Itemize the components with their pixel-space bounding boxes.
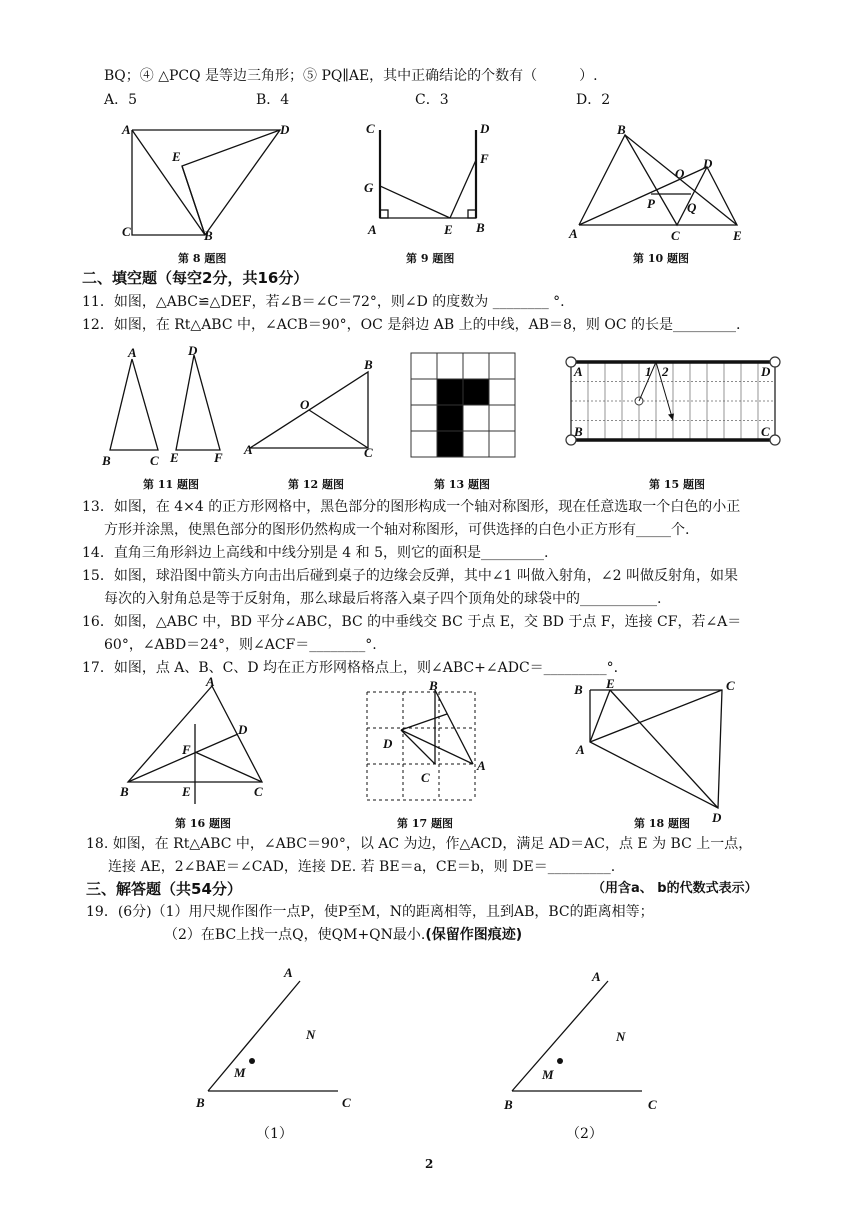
svg-text:E: E — [733, 228, 742, 243]
caption-fig10: 第 10 题图 — [633, 252, 689, 265]
svg-text:B: B — [504, 1097, 513, 1112]
angle-label-2: 2 — [662, 364, 669, 379]
svg-text:F: F — [480, 151, 489, 166]
svg-text:E: E — [444, 222, 453, 237]
svg-text:B: B — [617, 122, 626, 137]
q19-text-line2: （2）在BC上找一点Q，使QM+QN最小.(保留作图痕迹) — [164, 927, 523, 943]
grid-cell-white — [463, 431, 489, 457]
section-2-heading: 二、填空题（每空2分，共16分） — [82, 269, 309, 287]
svg-text:P: P — [647, 196, 655, 211]
q19-sub-label-2: （2） — [566, 1126, 603, 1142]
figure-15 — [563, 354, 785, 454]
svg-text:A: A — [477, 758, 486, 773]
section-3-heading: 三、解答题（共54分） — [86, 880, 242, 898]
svg-text:B: B — [476, 220, 485, 235]
grid-cell-white — [463, 405, 489, 431]
caption-fig9: 第 9 题图 — [406, 252, 455, 265]
caption-fig16: 第 16 题图 — [175, 817, 231, 830]
svg-text:F: F — [214, 450, 223, 465]
grid-cell-white — [437, 353, 463, 379]
q19-figure-1 — [190, 965, 370, 1115]
grid-cell-white — [463, 353, 489, 379]
q15-text-line1: 15．如图，球沿图中箭头方向击出后碰到桌子的边缘会反弹，其中∠1 叫做入射角，∠2 叫做反射角，如果 — [82, 568, 738, 584]
svg-text:D: D — [480, 121, 490, 136]
figure-8 — [110, 118, 310, 243]
q10-option-a: A．5 — [104, 92, 138, 108]
svg-text:B: B — [574, 682, 583, 697]
caption-fig11: 第 11 题图 — [143, 478, 199, 491]
q16-text-line2: 60°，∠ABD＝24°，则∠ACF＝________°. — [104, 637, 377, 653]
svg-text:A: A — [284, 965, 293, 980]
svg-text:C: C — [150, 453, 159, 468]
q14-text: 14．直角三角形斜边上高线和中线分别是 4 和 5，则它的面积是_________. — [82, 545, 549, 561]
svg-text:D: D — [188, 343, 198, 358]
svg-text:C: C — [366, 121, 375, 136]
svg-text:B: B — [196, 1095, 205, 1110]
svg-text:E: E — [170, 450, 179, 465]
q19-sub-label-1: （1） — [256, 1126, 293, 1142]
svg-text:D: D — [703, 156, 713, 171]
svg-text:B: B — [364, 357, 373, 372]
grid-cell-black — [437, 431, 463, 457]
grid-cell-white — [411, 431, 437, 457]
figure-16 — [118, 676, 278, 811]
grid-cell-white — [489, 353, 515, 379]
figure-17 — [365, 678, 505, 808]
svg-text:A: A — [122, 122, 131, 137]
svg-text:O: O — [300, 397, 310, 412]
corner-pocket — [770, 435, 780, 445]
q18-text-line2: 连接 AE，2∠BAE＝∠CAD，连接 DE. 若 BE＝a，CE＝b，则 DE＝_________. — [108, 859, 616, 875]
svg-text:A: A — [244, 442, 253, 457]
svg-text:C: C — [421, 770, 430, 785]
q15-text-line2: 每次的入射角总是等于反射角，那么球最后将落入桌子四个顶角处的球袋中的___________. — [104, 591, 662, 607]
q13-text-line2: 方形并涂黑，使黑色部分的图形仍然构成一个轴对称图形，可供选择的白色小正方形有_____个. — [104, 522, 690, 538]
q18-text-line1: 18. 如图，在 Rt△ABC 中，∠ABC＝90°，以 AC 为边，作△ACD，满足 AD＝AC，点 E 为 BC 上一点， — [86, 836, 753, 852]
q19-figure-2 — [498, 965, 678, 1115]
grid-cell-white — [411, 379, 437, 405]
svg-text:Q: Q — [687, 200, 697, 215]
figure-12 — [240, 355, 390, 465]
corner-pocket — [770, 357, 780, 367]
svg-text:M: M — [234, 1065, 246, 1080]
svg-text:B: B — [429, 678, 438, 693]
q13-text-line1: 13．如图，在 4×4 的正方形网格中，黑色部分的图形构成一个轴对称图形，现在任意选取一个白色的小正 — [82, 499, 741, 515]
corner-label-a: A — [574, 364, 583, 379]
svg-text:C: C — [364, 445, 373, 460]
q10-option-c: C．3 — [415, 92, 449, 108]
svg-text:C: C — [122, 224, 131, 239]
svg-text:B: B — [120, 784, 129, 799]
svg-text:N: N — [306, 1027, 316, 1042]
caption-fig18: 第 18 题图 — [634, 817, 690, 830]
svg-text:A: A — [569, 226, 578, 241]
svg-text:C: C — [342, 1095, 351, 1110]
grid-cell-white — [489, 405, 515, 431]
svg-text:M: M — [542, 1067, 554, 1082]
svg-text:G: G — [364, 180, 374, 195]
caption-fig12: 第 12 题图 — [288, 478, 344, 491]
svg-text:C: C — [671, 228, 680, 243]
caption-fig8: 第 8 题图 — [178, 252, 227, 265]
svg-text:N: N — [616, 1029, 626, 1044]
figure-11 — [100, 345, 240, 470]
q17-text: 17．如图，点 A、B、C、D 均在正方形网格格点上，则∠ABC+∠ADC＝_________°. — [82, 660, 619, 676]
corner-label-d: D — [761, 364, 771, 379]
grid-cell-white — [411, 405, 437, 431]
q12-text: 12．如图，在 Rt△ABC 中，∠ACB＝90°，OC 是斜边 AB 上的中线，AB＝8，则 OC 的长是_________. — [82, 317, 741, 333]
svg-text:F: F — [182, 742, 191, 757]
svg-text:E: E — [182, 784, 191, 799]
caption-fig17: 第 17 题图 — [397, 817, 453, 830]
grid-cell-white — [489, 379, 515, 405]
grid-cell-black — [437, 405, 463, 431]
q19-text-line1: 19．(6分)（1）用尺规作图作一点P，使P至M，N的距离相等，且到AB，BC的距离相等； — [86, 904, 654, 920]
q18-answer-note: （用含a、 b的代数式表示） — [592, 881, 758, 896]
q11-text: 11．如图，△ABC≌△DEF，若∠B＝∠C＝72°，则∠D 的度数为 ________ °. — [82, 294, 565, 310]
corner-label-b: B — [574, 424, 583, 439]
grid-cell-black — [463, 379, 489, 405]
corner-label-c: C — [761, 424, 770, 439]
figure-9 — [360, 118, 510, 243]
svg-text:C: C — [254, 784, 263, 799]
svg-text:B: B — [102, 453, 111, 468]
svg-text:C: C — [726, 678, 735, 693]
svg-text:D: D — [280, 122, 290, 137]
grid-cell-white — [489, 431, 515, 457]
svg-text:A: A — [592, 969, 601, 984]
svg-text:A: A — [368, 222, 377, 237]
svg-text:D: D — [383, 736, 393, 751]
svg-text:O: O — [675, 166, 685, 181]
q16-text-line1: 16．如图，△ABC 中，BD 平分∠ABC，BC 的中垂线交 BC 于点 E，交 BD 于点 F，连接 CF，若∠A＝ — [82, 614, 742, 630]
svg-text:D: D — [712, 810, 722, 825]
page-number: 2 — [425, 1157, 434, 1171]
q10-text: BQ；④ △PCQ 是等边三角形；⑤ PQ∥AE，其中正确结论的个数有（ ）. — [104, 68, 598, 84]
svg-text:A: A — [206, 674, 215, 689]
svg-text:A: A — [128, 345, 137, 360]
svg-text:E: E — [172, 149, 181, 164]
q10-option-b: B．4 — [256, 92, 290, 108]
figure-10 — [565, 118, 750, 243]
grid-cell-black — [437, 379, 463, 405]
arrow-head — [668, 414, 674, 421]
svg-text:C: C — [648, 1097, 657, 1112]
caption-fig15: 第 15 题图 — [649, 478, 705, 491]
svg-text:A: A — [576, 742, 585, 757]
grid-cell-white — [411, 353, 437, 379]
svg-text:B: B — [204, 228, 213, 243]
q10-option-d: D．2 — [576, 92, 611, 108]
figure-13 — [410, 352, 516, 458]
svg-text:D: D — [238, 722, 248, 737]
svg-text:E: E — [606, 676, 615, 691]
angle-label-1: 1 — [645, 364, 652, 379]
caption-fig13: 第 13 题图 — [434, 478, 490, 491]
